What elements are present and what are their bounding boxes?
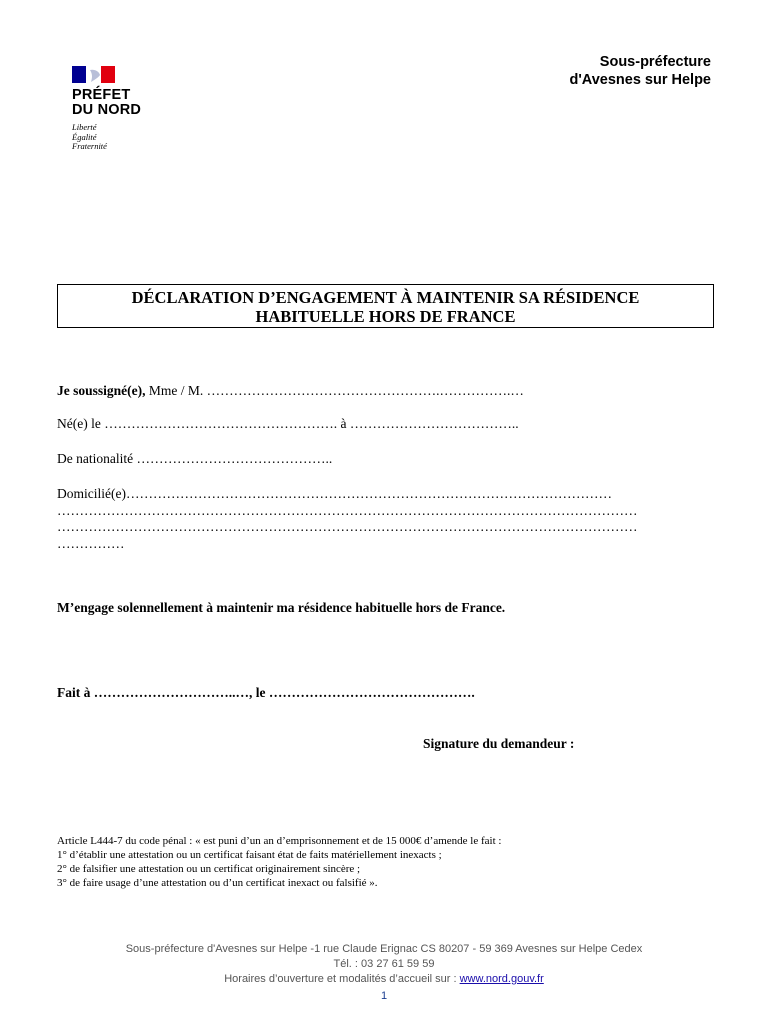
office-line-2: d'Avesnes sur Helpe <box>569 72 711 88</box>
page-footer <box>0 942 768 1004</box>
office-line-1: Sous-préfecture <box>599 54 711 70</box>
marianne-flag-icon <box>72 66 115 83</box>
penal-code-article <box>57 834 501 890</box>
logo-du-nord-text: DU NORD <box>72 102 142 118</box>
field-nationalite[interactable]: De nationalité …………………………………….. <box>57 451 333 466</box>
motto-egalite: Égalité <box>72 131 97 142</box>
footer-website-link[interactable]: www.nord.gouv.fr <box>459 973 544 985</box>
article-line-3: 2° de falsifier une attestation ou un certificat originairement sincère ; <box>57 863 361 875</box>
signature-label: Signature du demandeur : <box>423 736 575 751</box>
engagement-statement: M’engage solennellement à maintenir ma résidence habituelle hors de France. <box>57 600 506 615</box>
title-line-1: DÉCLARATION D’ENGAGEMENT À MAINTENIR SA RÉSIDENCE <box>131 288 640 307</box>
document-title <box>57 284 714 328</box>
footer-hours <box>0 972 768 987</box>
logo-prefet-text: PRÉFET <box>72 87 131 103</box>
title-line-2: HABITUELLE HORS DE FRANCE <box>255 306 516 326</box>
field-fait-a-le[interactable]: Fait à …………………………..…, le ………………………………………. <box>57 685 475 700</box>
footer-hours-text: Horaires d’ouverture et modalités d’accueil sur : <box>224 973 460 985</box>
footer-phone: Tél. : 03 27 61 59 59 <box>333 958 435 970</box>
prefet-logo <box>72 66 182 152</box>
field-naissance[interactable]: Né(e) le ……………………………………………. à ……………………………….. <box>57 416 519 431</box>
page-number: 1 <box>380 990 388 1002</box>
office-name <box>569 53 711 89</box>
article-line-1: Article L444-7 du code pénal : « est puni d’un an d’emprisonnement et de 15 000€ d’amende le fait : <box>57 835 502 847</box>
field-soussigne[interactable] <box>57 382 524 399</box>
motto-fraternite: Fraternité <box>72 141 107 151</box>
field-domicile-line-3[interactable]: ………………………………………………………………………………………………………………… <box>57 519 638 534</box>
soussigne-blank: Mme / M. …………………………………………….…………….… <box>145 383 524 398</box>
field-domicile-line-2[interactable]: ………………………………………………………………………………………………………………… <box>57 503 638 518</box>
article-line-2: 1° d’établir une attestation ou un certificat faisant état de faits matériellement inexacts ; <box>57 849 442 861</box>
field-domicile-line-1[interactable]: Domicilié(e)……………………………………………………………………………………………… <box>57 486 612 501</box>
field-domicile-line-4[interactable]: …………… <box>57 536 125 551</box>
footer-address: Sous-préfecture d'Avesnes sur Helpe -1 rue Claude Erignac CS 80207 - 59 369 Avesnes sur Helpe Cedex <box>125 943 643 955</box>
motto-liberte: Liberté <box>72 122 97 132</box>
logo-motto <box>72 123 182 152</box>
soussigne-label: Je soussigné(e), <box>57 383 146 398</box>
article-line-4: 3° de faire usage d’une attestation ou d’un certificat inexact ou falsifié ». <box>57 877 378 889</box>
